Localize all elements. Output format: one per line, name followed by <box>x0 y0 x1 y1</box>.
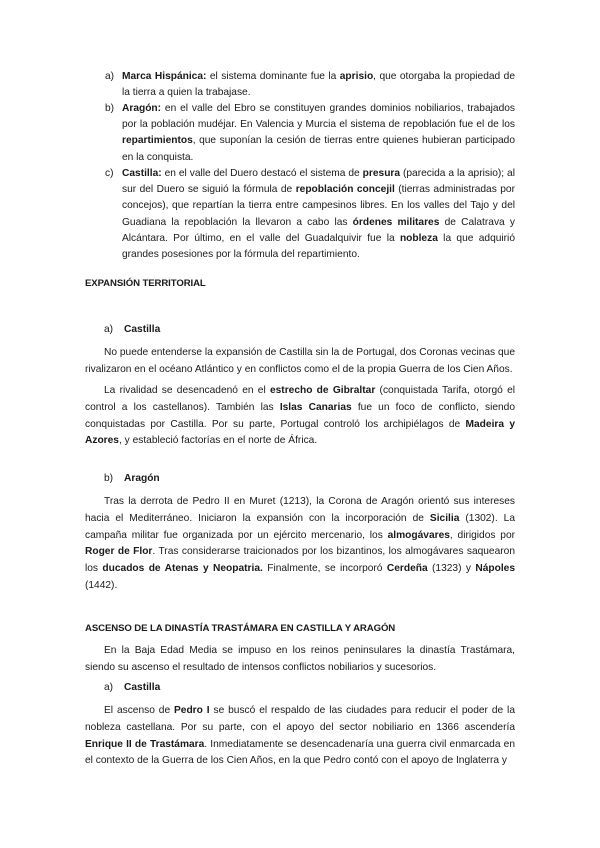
text: , que suponían la cesión de tierras entre quienes hubieran participado en la conquista. <box>122 135 515 163</box>
term: Pedro I <box>174 705 210 716</box>
text: El ascenso de <box>104 705 174 716</box>
term: órdenes militares <box>352 216 440 228</box>
term: repoblación concejil <box>295 184 395 196</box>
text: se buscó el respaldo de las ciudades para reducir el poder de la nobleza castellana. Por su parte, con el apoyo del sector nobiliario en 1366 ascendería <box>85 705 515 733</box>
paragraph-castilla-trastamara <box>85 703 515 770</box>
list-item-aragon <box>85 101 515 166</box>
list-marker: a) <box>105 71 115 82</box>
text: en el valle del Duero destacó el sistema de <box>161 168 363 179</box>
term: Aragón: <box>122 103 162 114</box>
paragraph-trastamara-intro: En la Baja Edad Media se impuso en los reinos peninsulares la dinastía Trastámara, siendo su ascenso el resultado de intensos conflictos nobiliarios y sucesorios. <box>85 645 515 673</box>
term: Sicilia <box>429 512 460 524</box>
text: Tras la derrota de Pedro II en Muret (1213), la Corona de Aragón orientó sus intereses hacia el Mediterráneo. Iniciaron la expansión con la incorporación de <box>85 496 515 524</box>
paragraph-castilla-1: No puede entenderse la expansión de Castilla sin la de Portugal, dos Coronas vecinas que rivalizaron en el océano Atlántico y en conflictos como el de la propia Guerra de los Cien Años. <box>85 347 515 375</box>
text: fue un foco de conflicto, siendo conquistadas por Castilla. Por su parte, Portugal controló los archipiélagos de <box>85 401 515 430</box>
term: presura <box>362 168 401 179</box>
text: (parecida a la aprisio); al sur del Duero se siguió la fórmula de <box>122 168 515 196</box>
term: Castilla: <box>122 168 162 179</box>
list-item-castilla <box>85 166 515 263</box>
text: , que otorgaba la propiedad de la tierra a quien la trabajase. <box>122 71 515 99</box>
list-marker: b) <box>105 103 115 114</box>
subheading-label: Castilla <box>124 324 161 335</box>
paragraph-castilla-2 <box>85 383 515 450</box>
text: , dirigidos por <box>449 529 516 541</box>
text: en el valle del Ebro se constituyen grandes dominios nobiliarios, trabajados por la población mudéjar. En Valencia y Murcia el sistema de repoblación fue el de los <box>122 103 515 131</box>
text: el sistema dominante fue la <box>206 71 340 82</box>
list-item-marca-hispanica <box>85 69 515 101</box>
term: Nápoles <box>475 563 515 575</box>
term: Cerdeña <box>386 563 428 575</box>
text: (tierras administradas por concejos), que repartían la tierra entre campesinos libres. En los valles del Tajo y del Guadiana la repoblación la llevaron a cabo las <box>122 184 515 228</box>
text: . Tras considerarse traicionados por los bizantinos, los almogávares saquearon los <box>85 546 515 575</box>
text: (conquistada Tarifa, otorgó el control a los castellanos). También las <box>85 385 515 413</box>
text: Finalmente, se incorporó <box>262 563 387 575</box>
term: estrecho de Gibraltar <box>269 385 376 396</box>
text: . Inmediatamente se desencadenaría una guerra civil enmarcada en el contexto de la Guerra de los Cien Años, en la que Pedro contó con el apoyo de Inglaterra y <box>85 738 515 767</box>
text: (1302). La campaña militar fue organizada por un ejército mercenario, los <box>85 512 515 541</box>
term: aprisio <box>339 71 374 82</box>
text: (1442). <box>85 579 118 591</box>
term: almogávares <box>387 529 450 541</box>
term: Roger de Flor <box>85 546 153 558</box>
term: nobleza <box>399 232 438 244</box>
paragraph-aragon <box>85 494 515 595</box>
term: repartimientos <box>122 135 193 147</box>
list-marker: a) <box>104 682 114 693</box>
subheading-label: Castilla <box>124 682 161 693</box>
subheading-castilla-trastamara <box>104 682 160 693</box>
term: Marca Hispánica: <box>122 71 207 82</box>
list-marker: b) <box>104 473 114 484</box>
term: Madeira y Azores <box>85 418 515 447</box>
text: , y estableció factorías en el norte de África. <box>118 435 318 447</box>
text: de Calatrava y Alcántara. Por último, en el valle del Guadalquivir fue la <box>122 216 515 244</box>
text: (1323) y <box>427 563 476 575</box>
subheading-aragon <box>104 473 160 484</box>
list-marker: a) <box>104 324 114 335</box>
subheading-castilla <box>104 324 160 335</box>
section-heading-trastamara: ASCENSO DE LA DINASTÍA TRASTÁMARA EN CASTILLA Y ARAGÓN <box>85 623 396 634</box>
list-marker: c) <box>105 168 114 179</box>
term: Islas Canarias <box>279 401 352 413</box>
text: la que adquirió grandes posesiones por la fórmula del repartimiento. <box>122 232 515 261</box>
term: ducados de Atenas y Neopatria. <box>102 563 263 575</box>
term: Enrique II de Trastámara <box>85 738 205 750</box>
subheading-label: Aragón <box>124 473 160 484</box>
text: La rivalidad se desencadenó en el <box>104 385 270 396</box>
section-heading-expansion: EXPANSIÓN TERRITORIAL <box>85 278 206 289</box>
